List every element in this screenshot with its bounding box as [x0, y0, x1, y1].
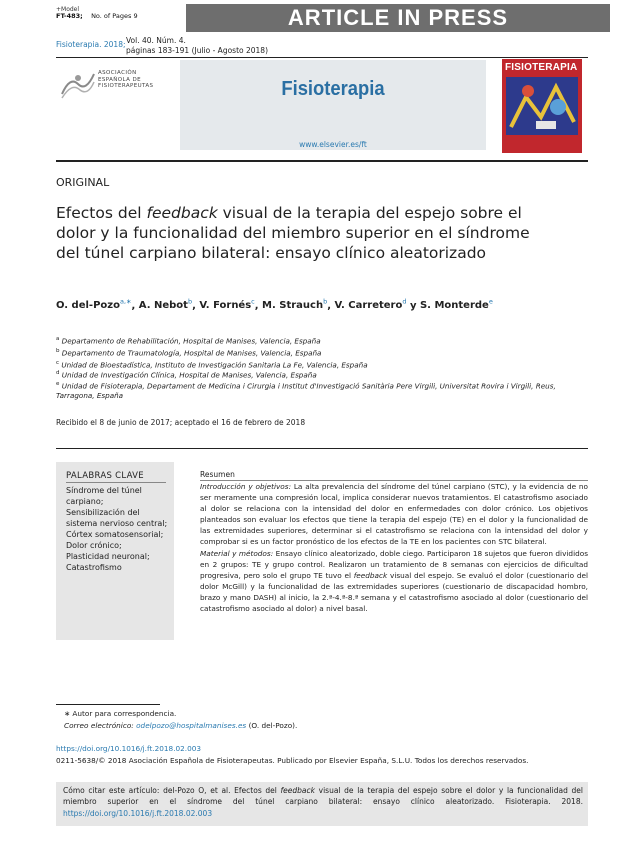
model-label: +Model — [56, 6, 80, 13]
affiliation-text: Unidad de Bioestadística, Instituto de Investigación Sanitaria La Fe, Valencia, España — [61, 360, 368, 370]
association-line-1: ASOCIACIÓN — [98, 70, 137, 76]
footnote-rule — [56, 704, 160, 705]
email-link[interactable]: odelpozo@hospitalmanises.es — [136, 721, 247, 730]
page-count: No. of Pages 9 — [91, 12, 138, 20]
keyword-item: Córtex somatosensorial; — [66, 530, 164, 539]
article-title — [56, 203, 556, 263]
association-line-2: ESPAÑOLA DE — [98, 76, 141, 83]
citation-text — [63, 785, 583, 819]
volume-number: Vol. 40. Núm. 4. — [126, 36, 186, 45]
author-sup[interactable]: b — [323, 298, 328, 306]
author-list: O. del-Pozo$^{a,∗}$, A. Nebot$^b$, V. Fornés$^c$, M. Strauch$^b$, V. Carretero$^d$ y S. Monterde$^e$ — [56, 298, 493, 312]
citation-part-2: visual de la terapia del espejo sobre el dolor y la funcionalidad del miembro superior en el síndrome del túnel carpiano bilateral: ensayo clínico aleatorizado. Fisioterapia. 2018. — [63, 786, 583, 807]
author-name: O. del-Pozo — [56, 300, 120, 312]
cover-title: FISIOTERAPIA — [505, 62, 578, 73]
citation-doi-link[interactable]: https://doi.org/10.1016/j.ft.2018.02.003 — [63, 808, 213, 818]
author[interactable] — [139, 300, 192, 311]
affiliation-sup: b — [56, 348, 60, 354]
author-name: V. Fornés — [199, 300, 252, 312]
email-line — [64, 721, 297, 730]
association-name — [98, 70, 153, 90]
author[interactable] — [56, 300, 131, 311]
volume-info — [126, 36, 268, 56]
affiliation — [56, 334, 596, 346]
keyword-item: Sensibilización del sistema nervioso central; — [66, 508, 168, 528]
affiliation — [56, 346, 596, 358]
received-dates: Recibido el 8 de junio de 2017; aceptado el 16 de febrero de 2018 — [56, 418, 306, 427]
affiliation-sup: d — [56, 370, 60, 376]
affiliation-sup: e — [56, 381, 60, 387]
author-sup[interactable]: b — [187, 298, 193, 306]
journal-url[interactable]: www.elsevier.es/ft — [299, 140, 367, 149]
author[interactable] — [262, 300, 327, 311]
author-name: V. Carretero — [334, 300, 403, 312]
keywords-rule — [66, 482, 166, 483]
keywords-title: PALABRAS CLAVE — [66, 471, 144, 481]
received-rule — [56, 448, 588, 449]
author-sup[interactable]: e — [488, 298, 493, 306]
journal-cover-image — [502, 59, 582, 153]
cover-artwork — [506, 77, 578, 135]
email-label: Correo electrónico: — [64, 721, 137, 730]
abstract-methods-italic: feedback — [353, 570, 388, 580]
author-sup[interactable]: d — [402, 298, 407, 306]
masthead-rule — [56, 160, 588, 162]
corresponding-author-note: ∗ Autor para correspondencia. — [64, 709, 177, 718]
author-name: A. Nebot — [138, 300, 188, 312]
article-in-press-banner: ARTICLE IN PRESS — [186, 4, 610, 32]
abstract-intro-label: Introducción y objetivos: — [200, 482, 292, 491]
author[interactable] — [199, 300, 254, 311]
title-italic: feedback — [146, 204, 218, 222]
keywords-list — [66, 485, 170, 573]
keyword-item: Dolor crónico; — [66, 541, 122, 550]
author-name: M. Strauch — [262, 300, 324, 312]
abstract-methods-text-1: Ensayo clínico aleatorizado, doble ciego. Participaron 18 sujetos que fueron divididos en 2 grupos: TE y grupo control. Realizaron un tratamiento de 8 semanas con ejercicios de dificultad progresiva, pero solo el grupo TE tuvo el — [200, 548, 588, 580]
article-ref — [56, 12, 138, 20]
affiliation-sup: c — [56, 360, 60, 366]
keyword-item: Catastrofismo — [66, 563, 122, 572]
affiliation-sup: a — [56, 336, 60, 342]
journal-title: Fisioterapia — [281, 78, 385, 100]
journal-citation[interactable]: Fisioterapia. 2018; — [56, 40, 126, 49]
abstract-methods-label: Material y métodos: — [200, 548, 274, 558]
email-owner: (O. del-Pozo). — [246, 721, 298, 730]
affiliation — [56, 379, 596, 401]
association-line-3: FISIOTERAPEUTAS — [98, 83, 154, 89]
title-part-2: visual de la terapia del espejo sobre el dolor y la funcionalidad del miembro superior en el síndrome del túnel carpiano bilateral: ensayo clínico aleatorizado — [56, 204, 530, 262]
section-label: ORIGINAL — [56, 176, 110, 189]
association-logo-icon — [60, 70, 96, 100]
abstract-methods-text-2: visual del espejo. Se evaluó el dolor (cuestionario del dolor McGill) y la funcionalidad de las extremidades superiores (cuestionario de discapacidad hombro, brazo y mano DASH) al inicio, la 2.ª-4.ª-8.ª semana y el catastrofismo asociado al dolor (cuestionario del catastrofismo asociado al dolor) a nivel basal. — [200, 570, 589, 614]
ref-code: FT-483; — [56, 12, 83, 20]
abstract-label: Resumen — [200, 470, 235, 479]
citation-part-1: Cómo citar este artículo: del-Pozo O, et al. Efectos del — [63, 786, 281, 795]
citation-italic: feedback — [280, 786, 315, 795]
header-rule — [56, 57, 588, 58]
abstract-intro-text: La alta prevalencia del síndrome del túnel carpiano (STC), y la evidencia de no ser meramente una compresión local, implica considerar nuevos tratamientos. El catastrofismo asociado al dolor se relaciona con la intensidad del dolor en enfermedades con dolor crónico. Los objetivos planteados son evaluar los efectos que tiene la terapia del espejo (TE) en el dolor y la funcionalidad de las extremidades superiores, determinar si el catastrofismo se relaciona con la intensidad del dolor y comprobar si es un factor pronóstico de los efectos de la TE en los pacientes con STC bilateral. — [200, 482, 588, 547]
journal-masthead — [180, 60, 486, 150]
author[interactable] — [420, 300, 493, 311]
affiliation-text: Unidad de Fisioterapia, Departament de Medicina i Cirurgia i Institut d'Investigació Sanitària Pere Virgili, Universitat Rovira i Virgili, Reus, Tarragona, España — [56, 381, 556, 401]
author-sup[interactable]: a,∗ — [119, 298, 132, 306]
affiliation-text: Unidad de Investigación Clínica, Hospital de Manises, Valencia, España — [61, 370, 317, 380]
keyword-item: Plasticidad neuronal; — [66, 552, 150, 561]
doi-link[interactable]: https://doi.org/10.1016/j.ft.2018.02.003 — [56, 744, 202, 753]
affiliation-text: Departamento de Rehabilitación, Hospital de Manises, Valencia, España — [61, 336, 321, 346]
author-sup[interactable]: c — [251, 298, 255, 306]
affiliation-text: Departamento de Traumatología, Hospital de Manises, Valencia, España — [61, 348, 322, 358]
abstract-text — [200, 481, 588, 614]
keyword-item: Síndrome del túnel carpiano; — [66, 486, 142, 506]
author-name: S. Monterde — [419, 300, 489, 312]
author[interactable] — [335, 300, 407, 311]
copyright-notice: 0211-5638/© 2018 Asociación Española de Fisioterapeutas. Publicado por Elsevier España, S.L.U. Todos los derechos reservados. — [56, 756, 529, 765]
page-range: páginas 183-191 (Julio - Agosto 2018) — [126, 46, 268, 55]
title-part-1: Efectos del — [56, 204, 147, 222]
